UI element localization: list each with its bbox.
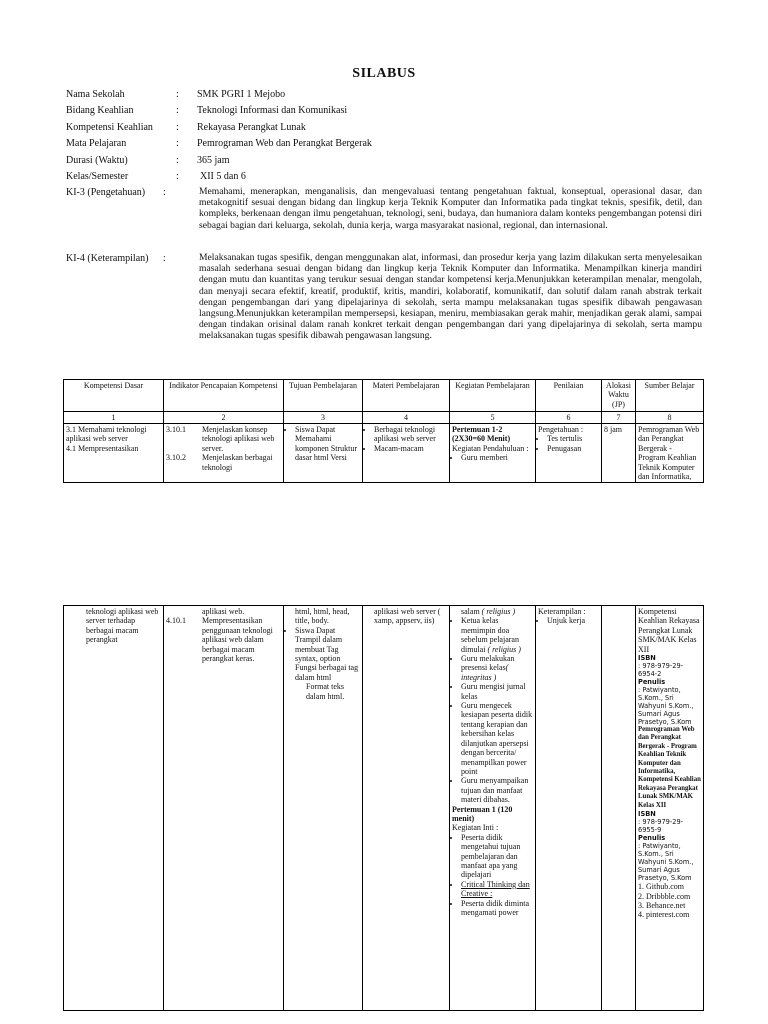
ki3-label: KI-3 (Pengetahuan) <box>66 187 146 198</box>
indicator-text: Menjelaskan konsep teknologi aplikasi web server. <box>202 425 275 453</box>
header-cell: Indikator Pencapaian Kompetensi <box>164 380 284 412</box>
assessment-cell <box>536 424 602 483</box>
kd-cell: teknologi aplikasi web server terhadap berbagai macam perangkat <box>64 606 164 1011</box>
info-colon: : <box>176 138 179 149</box>
column-number: 4 <box>363 412 450 424</box>
info-colon: : <box>163 187 166 198</box>
header-cell: Tujuan Pembelajaran <box>284 380 363 412</box>
header-cell: Penilaian <box>536 380 602 412</box>
isbn-label: ISBN <box>638 810 656 819</box>
character-tag: ( integritas ) <box>461 663 509 682</box>
table-row <box>64 606 704 1011</box>
indicator-text: Mempresentasikan penggunaan teknologi aplikasi web dalam berbagai macam perangkat keras. <box>202 616 273 664</box>
header-cell: Alokasi Waktu (JP) <box>602 380 636 412</box>
header-cell: Sumber Belajar <box>636 380 704 412</box>
column-number: 7 <box>602 412 636 424</box>
ki3-text: Memahami, menerapkan, menganalisis, dan mengevaluasi tentang pengetahuan faktual, konseptual, operasional dasar, dan metakognitif sesuai dengan bidang dan lingkup kerja Teknik Komputer dan Informatika pada tingkat teknis, spesifik, detil, dan kompleks, berkenaan dengan ilmu pengetahuan, teknologi, seni, budaya, dan humaniora dalam konteks pengembangan potensi diri sebagai bagian dari keluarga, sekolah, dunia kerja, warga masyarakat nasional, regional, dan internasional. <box>199 186 702 231</box>
meeting-heading: Pertemuan 1-2 (2X30=60 Menit) <box>452 425 511 444</box>
activity-item: • Critical Thinking dan Creative : <box>461 880 533 899</box>
document-title: SILABUS <box>352 66 416 81</box>
isbn-value: : 978-979-29-6955-9 <box>638 818 684 835</box>
activity-item: • Guru menyampaikan tujuan dan manfaat materi dibahas. <box>461 776 533 804</box>
syllabus-table-page1 <box>63 379 704 483</box>
author-value: : Patwiyanto, S.Kom., Sri Wahyuni S.Kom., Sumari Agus Prasetyo, S.Kom <box>638 842 694 883</box>
source-cell <box>636 606 704 1011</box>
objective-item: • Siswa Dapat Trampil dalam membuat Tag syntax, option Fungsi berbagai tag dalam html <box>295 626 360 682</box>
material-item: • Berbagai teknologi aplikasi web server <box>374 425 447 444</box>
assessment-cell <box>536 606 602 1011</box>
column-number: 5 <box>450 412 536 424</box>
assessment-item: • Tes tertulis <box>547 434 599 443</box>
table-row <box>64 424 704 483</box>
info-colon: : <box>176 155 179 166</box>
activity-cell <box>450 424 536 483</box>
activity-item: • Peserta didik mengetahui tujuan pembelajaran dan manfaat apa yang dipelajari <box>461 833 533 880</box>
indicator-text: Menjelaskan berbagai teknologi <box>202 453 273 472</box>
info-value-subject: Pemrograman Web dan Perangkat Bergerak <box>197 138 372 149</box>
kd-cell <box>64 424 164 483</box>
indicator-text: aplikasi web. <box>202 607 245 616</box>
character-tag: ( religius ) <box>487 644 521 654</box>
info-value-competency: Rekayasa Perangkat Lunak <box>197 122 306 133</box>
header-cell: Kegiatan Pembelajaran <box>450 380 536 412</box>
objective-cell <box>284 424 363 483</box>
column-number: 2 <box>164 412 284 424</box>
activity-item: Guru melakukan presensi kelas <box>461 654 515 673</box>
source-book: Pemrograman Web dan Perangkat Bergerak - Program Keahlian Teknik Komputer dan Informatika, Kompetensi Keahlian Rekayasa Perangkat Lunak SMK/MAK Kelas XII <box>638 726 701 809</box>
meeting-heading: Pertemuan 1 (120 menit) <box>452 804 513 823</box>
source-cell: Pemrograman Web dan Perangkat Bergerak - Program Keahlian Teknik Komputer dan Informatika, <box>636 424 704 483</box>
info-label-competency: Kompetensi Keahlian <box>66 122 153 133</box>
column-number: 1 <box>64 412 164 424</box>
objective-text: Format teks dalam html. <box>306 682 345 701</box>
link-item: 2. Dribbble.com <box>638 891 691 901</box>
info-colon: : <box>163 253 166 264</box>
activity-item: • Guru mengisi jurnal kelas <box>461 682 533 701</box>
objective-item: • Siswa Dapat Memahami komponen Struktur dasar html Versi <box>295 425 360 463</box>
objective-text: html, html, head, title, body. <box>295 607 350 626</box>
kd-item: 4.1 Mempresentasikan <box>66 443 139 453</box>
indicator-cell <box>164 606 284 1011</box>
isbn-value: : 978-979-29-6954-2 <box>638 662 684 679</box>
source-book: Kompetensi Keahlian Rekayasa Perangkat Lunak SMK/MAK Kelas XII <box>638 607 700 654</box>
author-label: Penulis <box>638 678 666 687</box>
column-number-row <box>64 412 704 424</box>
time-cell <box>602 606 636 1011</box>
link-item: 1. Github.com <box>638 882 684 892</box>
activity-text: Kegiatan Pendahuluan : <box>452 443 529 453</box>
info-colon: : <box>176 105 179 116</box>
link-item: 4. pinterest.com <box>638 910 690 920</box>
objective-cell <box>284 606 363 1011</box>
activity-text: salam <box>461 607 480 616</box>
indicator-cell <box>164 424 284 483</box>
column-number: 3 <box>284 412 363 424</box>
activity-item: • Guru memberi <box>461 453 533 462</box>
info-label-field: Bidang Keahlian <box>66 105 134 116</box>
activity-text: Kegiatan Inti : <box>452 823 499 833</box>
activity-item: • Peserta didik diminta mengamati power <box>461 899 533 918</box>
isbn-label: ISBN <box>638 654 656 663</box>
info-value-school: SMK PGRI 1 Mejobo <box>197 89 286 100</box>
info-label-duration: Durasi (Waktu) <box>66 155 128 166</box>
column-number: 8 <box>636 412 704 424</box>
indicator-number: 3.10.2 <box>166 453 186 463</box>
material-item: • Macam-macam <box>374 444 447 453</box>
table-header-row <box>64 380 704 412</box>
activity-cell <box>450 606 536 1011</box>
header-cell: Materi Pembelajaran <box>363 380 450 412</box>
material-cell <box>363 424 450 483</box>
syllabus-table-page2 <box>63 605 704 1011</box>
author-label: Penulis <box>638 834 666 843</box>
info-value-class: XII 5 dan 6 <box>200 171 246 182</box>
indicator-number: 3.10.1 <box>166 425 186 434</box>
info-label-school: Nama Sekolah <box>66 89 125 100</box>
assessment-item: • Unjuk kerja <box>547 616 599 625</box>
info-colon: : <box>176 89 179 100</box>
ki4-text: Melaksanakan tugas spesifik, dengan menggunakan alat, informasi, dan prosedur kerja yang lazim dilakukan serta menyelesaikan masalah sederhana sesuai dengan bidang dan lingkup kerja Teknik Komputer dan Informatika. Menampilkan kinerja mandiri dengan mutu dan kuantitas yang terukur sesuai dengan standar kompetensi kerja.Menunjukkan keterampilan menalar, mengolah, dan menyaji secara efektif, kreatif, produktif, kritis, mandiri, kolaboratif, komunikatif, dan solutif dalam ranah abstrak terkait dengan pengembangan dari yang dipelajarinya di sekolah, serta mampu melaksanakan tugas spesifik dibawah pengawasan langsung.Menunjukkan keterampilan mempersepsi, kesiapan, meniru, membiasakan gerak mahir, menjadikan gerak alami, sampai dengan tindakan orisinal dalam ranah konkret terkait dengan pengembangan dari yang dipelajarinya di sekolah, serta mampu melaksanakan tugas spesifik dibawah pengawasan langsung. <box>199 252 702 342</box>
time-cell: 8 jam <box>602 424 636 483</box>
info-colon: : <box>176 171 179 182</box>
assessment-heading: Pengetahuan : <box>538 425 584 434</box>
info-colon: : <box>176 122 179 133</box>
info-value-field: Teknologi Informasi dan Komunikasi <box>197 105 348 116</box>
indicator-number: 4.10.1 <box>166 616 186 626</box>
info-label-class: Kelas/Semester <box>66 171 129 182</box>
kd-item: 3.1 Memahami teknologi aplikasi web server <box>66 425 147 444</box>
activity-item: Ketua kelas memimpin doa sebelum pelajaran dimulai <box>461 616 519 654</box>
character-tag: ( religius ) <box>481 607 516 616</box>
header-cell: Kompetensi Dasar <box>64 380 164 412</box>
material-cell: aplikasi web server ( xamp, appserv, iis) <box>363 606 450 1011</box>
info-label-subject: Mata Pelajaran <box>66 138 127 149</box>
ki4-label: KI-4 (Keterampilan) <box>66 253 149 264</box>
column-number: 6 <box>536 412 602 424</box>
assessment-heading: Keterampilan : <box>538 607 586 616</box>
info-value-duration: 365 jam <box>197 155 230 166</box>
assessment-item: • Penugasan <box>547 444 599 453</box>
activity-item: • Guru mengecek kesiapan peserta didik tentang kerapian dan kebersihan kelas dilanjutkan apersepsi dengan bercerita/ menampilkan power point <box>461 701 533 776</box>
link-item: 3. Behance.net <box>638 900 686 910</box>
author-value: : Patwiyanto, S.Kom., Sri Wahyuni S.Kom., Sumari Agus Prasetyo, S.Kom <box>638 686 694 727</box>
